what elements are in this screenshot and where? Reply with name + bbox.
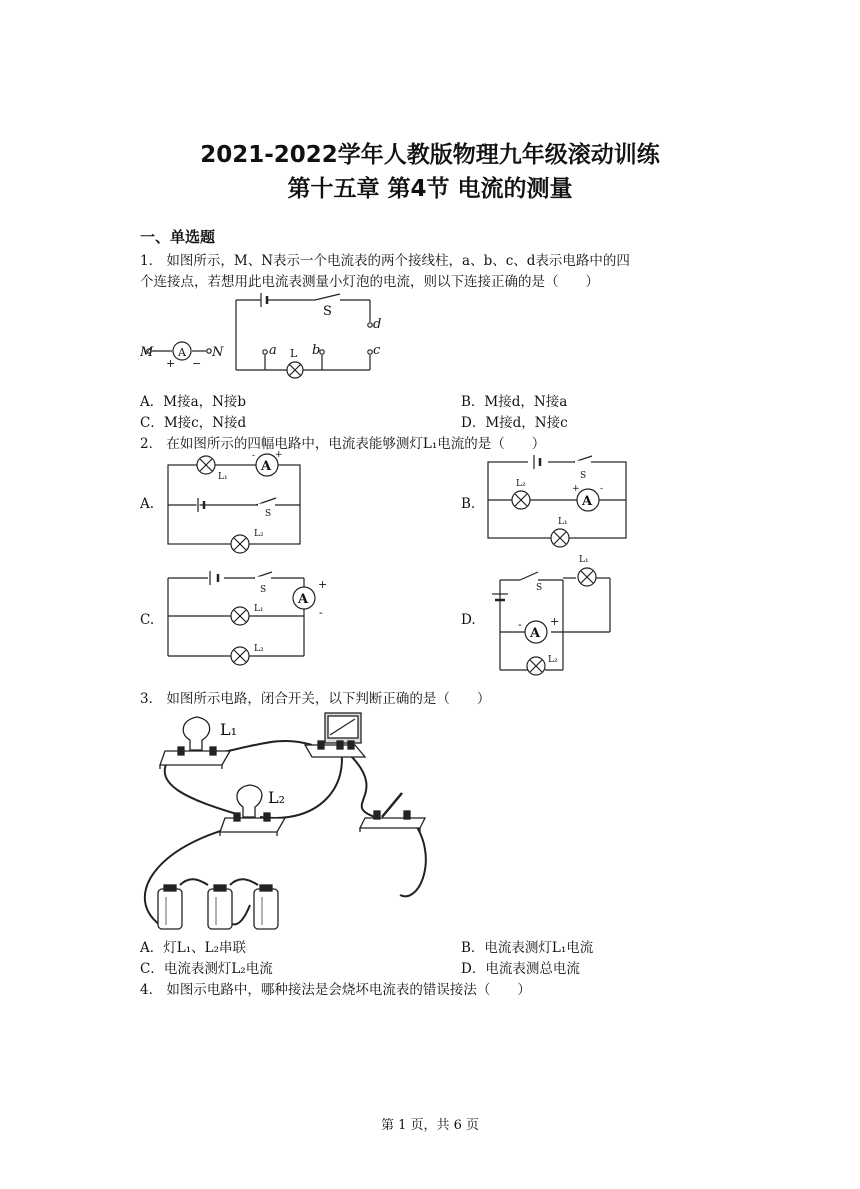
svg-text:L: L <box>290 347 298 360</box>
q1-stem-line2: 个连接点，若想用此电流表测量小灯泡的电流，则以下连接正确的是（ ） <box>140 274 599 290</box>
q3-option-d[interactable]: D．电流表测总电流 <box>461 961 580 977</box>
section-heading: 一、单选题 <box>140 228 216 246</box>
svg-text:S: S <box>323 304 332 319</box>
svg-text:A: A <box>298 592 309 607</box>
q3-option-b[interactable]: B．电流表测灯L₁电流 <box>461 940 594 956</box>
q1-stem-line1: 1． 如图所示，M、N表示一个电流表的两个接线柱，a、b、c、d表示电路中的四 <box>140 253 630 269</box>
svg-text:+: + <box>550 615 560 628</box>
svg-text:L₂: L₂ <box>516 479 526 489</box>
document-subtitle: 第十五章 第4节 电流的测量 <box>287 176 573 202</box>
q3-stem: 3． 如图所示电路，闭合开关，以下判断正确的是（ ） <box>140 691 491 707</box>
svg-text:S: S <box>260 585 267 595</box>
svg-text:A: A <box>530 626 541 641</box>
svg-text:A: A <box>582 494 593 509</box>
page-footer: 第 1 页，共 6 页 <box>380 1118 480 1133</box>
q2-figure-d <box>488 555 618 674</box>
svg-text:L₁: L₁ <box>558 517 568 527</box>
q2-option-d[interactable]: D. <box>461 612 476 628</box>
q2-figure-a <box>168 452 308 552</box>
q3-option-a[interactable]: A．灯L₁、L₂串联 <box>140 940 247 956</box>
q2-option-b[interactable]: B. <box>461 496 476 512</box>
svg-text:d: d <box>373 317 382 332</box>
svg-text:L₁: L₁ <box>254 604 264 614</box>
q4-stem: 4． 如图示电路中，哪种接法是会烧坏电流表的错误接法（ ） <box>140 982 531 998</box>
q1-option-d[interactable]: D．M接d，N接c <box>461 415 568 431</box>
q2-stem: 2． 在如图所示的四幅电路中，电流表能够测灯L₁电流的是（ ） <box>140 436 546 452</box>
svg-text:S: S <box>580 471 587 481</box>
svg-text:-: - <box>600 484 604 494</box>
svg-text:+: + <box>318 578 328 591</box>
svg-text:c: c <box>373 343 381 358</box>
svg-text:b: b <box>312 343 321 358</box>
q1-circuit-figure <box>140 290 400 385</box>
q1-option-a[interactable]: A．M接a，N接b <box>140 394 247 410</box>
svg-text:-: - <box>252 451 256 461</box>
q2-figure-c <box>168 568 333 668</box>
svg-text:L₁: L₁ <box>579 555 589 565</box>
svg-text:-: - <box>518 618 522 631</box>
q2-option-c[interactable]: C. <box>140 612 155 628</box>
svg-text:+: + <box>166 357 176 370</box>
q1-option-c[interactable]: C．M接c，N接d <box>140 415 247 431</box>
svg-text:S: S <box>265 509 272 519</box>
svg-text:M: M <box>140 345 154 360</box>
svg-text:L₁: L₁ <box>218 472 228 482</box>
svg-text:S: S <box>536 583 543 593</box>
svg-text:N: N <box>212 345 224 360</box>
document-title: 2021-2022学年人教版物理九年级滚动训练 <box>200 142 660 168</box>
svg-text:+: + <box>572 484 580 494</box>
svg-text:L₂: L₂ <box>268 788 286 807</box>
q3-option-c[interactable]: C．电流表测灯L₂电流 <box>140 961 273 977</box>
svg-text:+: + <box>275 450 283 460</box>
svg-text:L₂: L₂ <box>548 655 558 665</box>
svg-text:−: − <box>192 357 202 370</box>
svg-text:L₂: L₂ <box>254 644 264 654</box>
q3-physical-circuit <box>140 705 440 935</box>
svg-text:A: A <box>178 346 186 359</box>
svg-text:a: a <box>269 343 277 358</box>
svg-text:-: - <box>319 606 323 619</box>
svg-text:A: A <box>261 459 272 474</box>
q2-figure-b <box>488 452 633 552</box>
svg-text:L₁: L₁ <box>220 720 238 739</box>
q2-option-a[interactable]: A. <box>140 496 155 512</box>
q1-option-b[interactable]: B．M接d，N接a <box>461 394 568 410</box>
svg-text:L₂: L₂ <box>254 529 264 539</box>
